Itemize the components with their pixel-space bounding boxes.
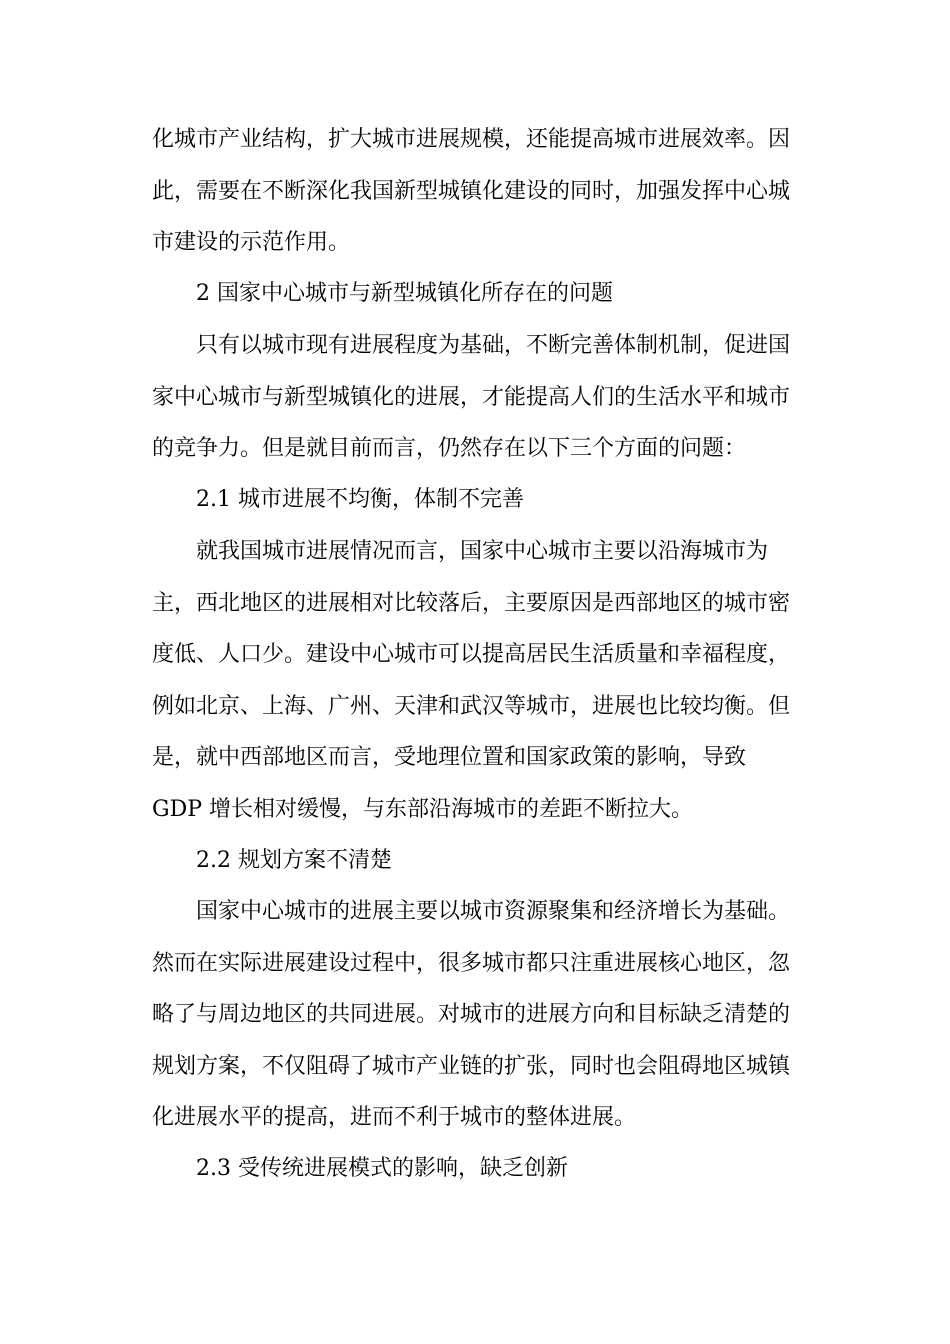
text-line: GDP 增长相对缓慢，与东部沿海城市的差距不断拉大。 <box>152 796 694 822</box>
text-line: 家中心城市与新型城镇化的进展，才能提高人们的生活水平和城市 <box>152 384 791 410</box>
text-line: 市建设的示范作用。 <box>152 230 351 255</box>
text-line: 只有以城市现有进展程度为基础，不断完善体制机制，促进国 <box>196 333 791 358</box>
section-heading-2-2 <box>152 835 802 887</box>
paragraph-planning <box>152 886 802 1144</box>
text-line: 是，就中西部地区而言，受地理位置和国家政策的影响，导致 <box>152 745 747 770</box>
section-heading-2-3 <box>152 1143 802 1195</box>
heading-text: 2.2 规划方案不清楚 <box>196 848 392 873</box>
text-line: 例如北京、上海、广州、天津和武汉等城市，进展也比较均衡。但 <box>152 693 791 719</box>
heading-text: 2 国家中心城市与新型城镇化所存在的问题 <box>196 281 613 306</box>
text-line: 就我国城市进展情况而言，国家中心城市主要以沿海城市为 <box>196 539 769 564</box>
text-line: 化城市产业结构，扩大城市进展规模，还能提高城市进展效率。因 <box>152 127 791 152</box>
paragraph-uneven-development <box>152 526 802 835</box>
text-line: 度低、人口少。建设中心城市可以提高居民生活质量和幸福程度， <box>152 642 791 667</box>
section-heading-2-1 <box>152 474 802 526</box>
paragraph-continuation <box>152 114 802 269</box>
text-line: 略了与周边地区的共同进展。对城市的进展方向和目标缺乏清楚的 <box>152 1002 791 1027</box>
text-line: 规划方案，不仅阻碍了城市产业链的扩张，同时也会阻碍地区城镇 <box>152 1053 791 1079</box>
text-line: 此，需要在不断深化我国新型城镇化建设的同时，加强发挥中心城 <box>152 178 791 204</box>
text-line: 国家中心城市的进展主要以城市资源聚集和经济增长为基础。 <box>196 899 791 924</box>
heading-text: 2.1 城市进展不均衡，体制不完善 <box>196 487 524 512</box>
heading-text: 2.3 受传统进展模式的影响，缺乏创新 <box>196 1156 568 1181</box>
text-line: 然而在实际进展建设过程中，很多城市都只注重进展核心地区，忽 <box>152 950 791 976</box>
text-line: 主，西北地区的进展相对比较落后，主要原因是西部地区的城市密 <box>152 590 791 616</box>
section-heading-2 <box>152 268 802 320</box>
text-line: 的竞争力。但是就目前而言，仍然存在以下三个方面的问题： <box>152 436 747 461</box>
text-line: 化进展水平的提高，进而不利于城市的整体进展。 <box>152 1105 637 1130</box>
paragraph-intro-problems <box>152 320 802 475</box>
